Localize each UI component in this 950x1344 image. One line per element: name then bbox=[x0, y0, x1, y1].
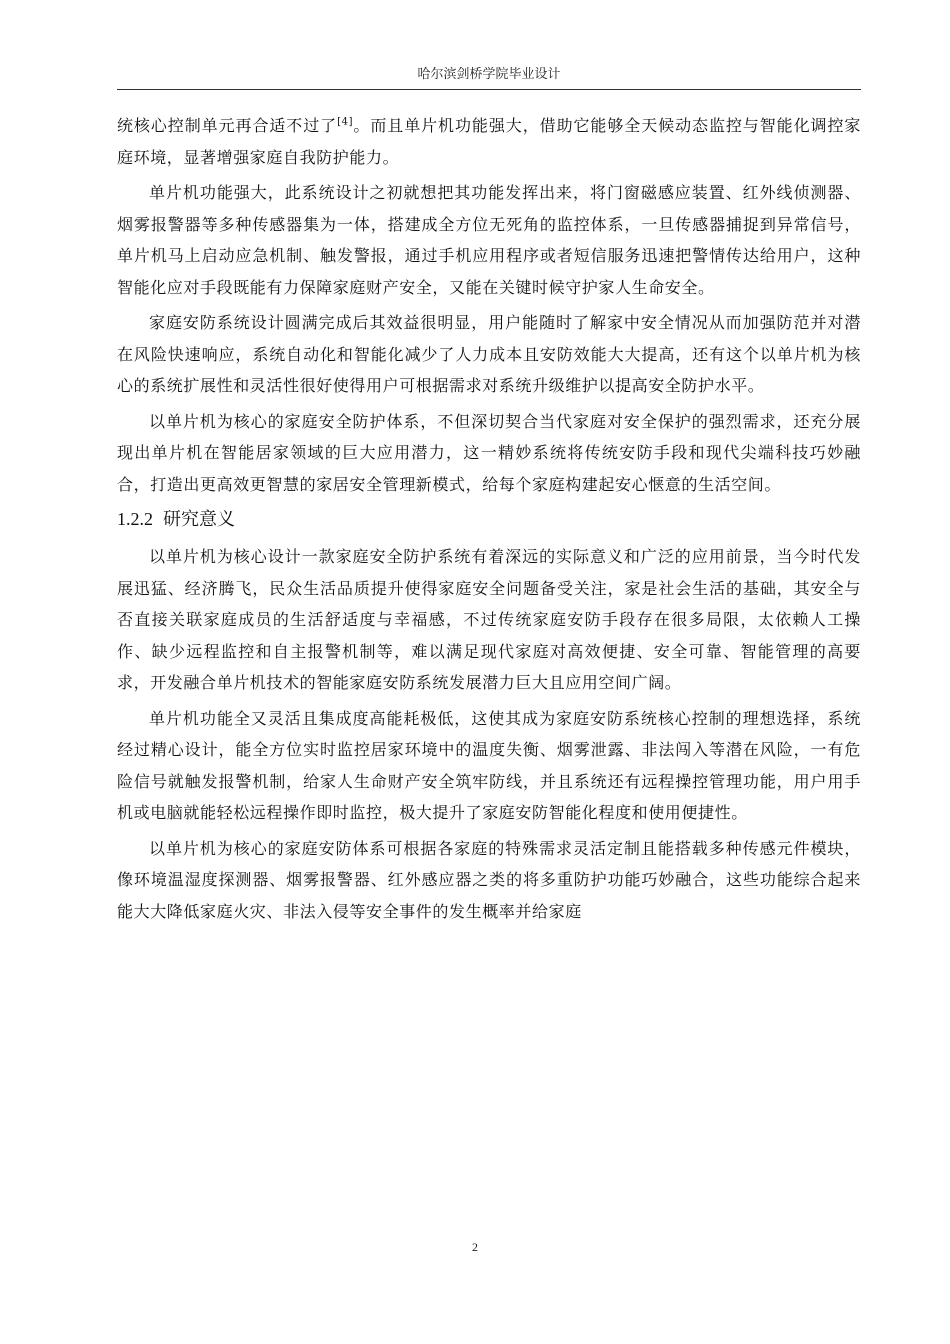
page-number: 2 bbox=[472, 1240, 478, 1254]
paragraph: 单片机功能全又灵活且集成度高能耗极低，这使其成为家庭安防系统核心控制的理想选择，系统经过精心设计，能全方位实时监控居家环境中的温度失衡、烟雾泄露、非法闯入等潜在风险，一有危险信号就触发报警机制，给家人生命财产安全筑牢防线，并且系统还有远程操控管理功能，用户用手机或电脑就能轻松远程操作即时监控，极大提升了家庭安防智能化程度和使用便捷性。 bbox=[117, 708, 861, 822]
document-body bbox=[117, 110, 861, 931]
paragraph: 单片机功能强大，此系统设计之初就想把其功能发挥出来，将门窗磁感应装置、红外线侦测器、烟雾报警器等多种传感器集为一体，搭建成全方位无死角的监控体系，一旦传感器捕捉到异常信号，单片机马上启动应急机制、触发警报，通过手机应用程序或者短信服务迅速把警情传达给用户，这种智能化应对手段既能有力保障家庭财产安全，又能在关键时候守护家人生命安全。 bbox=[117, 183, 861, 297]
header-title: 哈尔滨剑桥学院毕业设计 bbox=[417, 67, 561, 82]
paragraph-text: 。而且单片机功能强大，借助它能够全天候动态监控与智能化调控家庭环境，显著增强家庭自我防护能力。 bbox=[117, 116, 861, 167]
section-title: 研究意义 bbox=[163, 509, 235, 530]
paragraph: 以单片机为核心设计一款家庭安全防护系统有着深远的实际意义和广泛的应用前景，当今时代发展迅猛、经济腾飞，民众生活品质提升使得家庭安全问题备受关注，家是社会生活的基础，其安全与否直接关联家庭成员的生活舒适度与幸福感，不过传统家庭安防手段存在很多局限，太依赖人工操作、缺少远程监控和自主报警机制等，难以满足现代家庭对高效便捷、安全可靠、智能管理的高要求，开发融合单片机技术的智能家庭安防系统发展潜力巨大且应用空间广阔。 bbox=[117, 547, 861, 692]
paragraph-text: 统核心控制单元再合适不过了 bbox=[117, 116, 338, 135]
section-number: 1.2.2 bbox=[117, 509, 153, 529]
citation-ref[interactable]: [4] bbox=[337, 116, 354, 128]
section-heading bbox=[117, 504, 861, 535]
page-footer bbox=[0, 1240, 950, 1255]
paragraph: 以单片机为核心的家庭安防体系可根据各家庭的特殊需求灵活定制且能搭载多种传感元件模块，像环境温湿度探测器、烟雾报警器、红外感应器之类的将多重防护功能巧妙融合，这些功能综合起来能大大降低家庭火灾、非法入侵等安全事件的发生概率并给家庭 bbox=[117, 838, 861, 921]
paragraph: 以单片机为核心的家庭安全防护体系，不但深切契合当代家庭对安全保护的强烈需求，还充分展现出单片机在智能居家领域的巨大应用潜力，这一精妙系统将传统安防手段和现代尖端科技巧妙融合，打造出更高效更智慧的家居安全管理新模式，给每个家庭构建起安心惬意的生活空间。 bbox=[117, 411, 861, 494]
paragraph-continued bbox=[117, 110, 861, 173]
paragraph: 家庭安防系统设计圆满完成后其效益很明显，用户能随时了解家中安全情况从而加强防范并对潜在风险快速响应，系统自动化和智能化减少了人力成本且安防效能大大提高，还有这个以单片机为核心的系统扩展性和灵活性很好使得用户可根据需求对系统升级维护以提高安全防护水平。 bbox=[117, 313, 861, 395]
page-header bbox=[117, 67, 861, 90]
